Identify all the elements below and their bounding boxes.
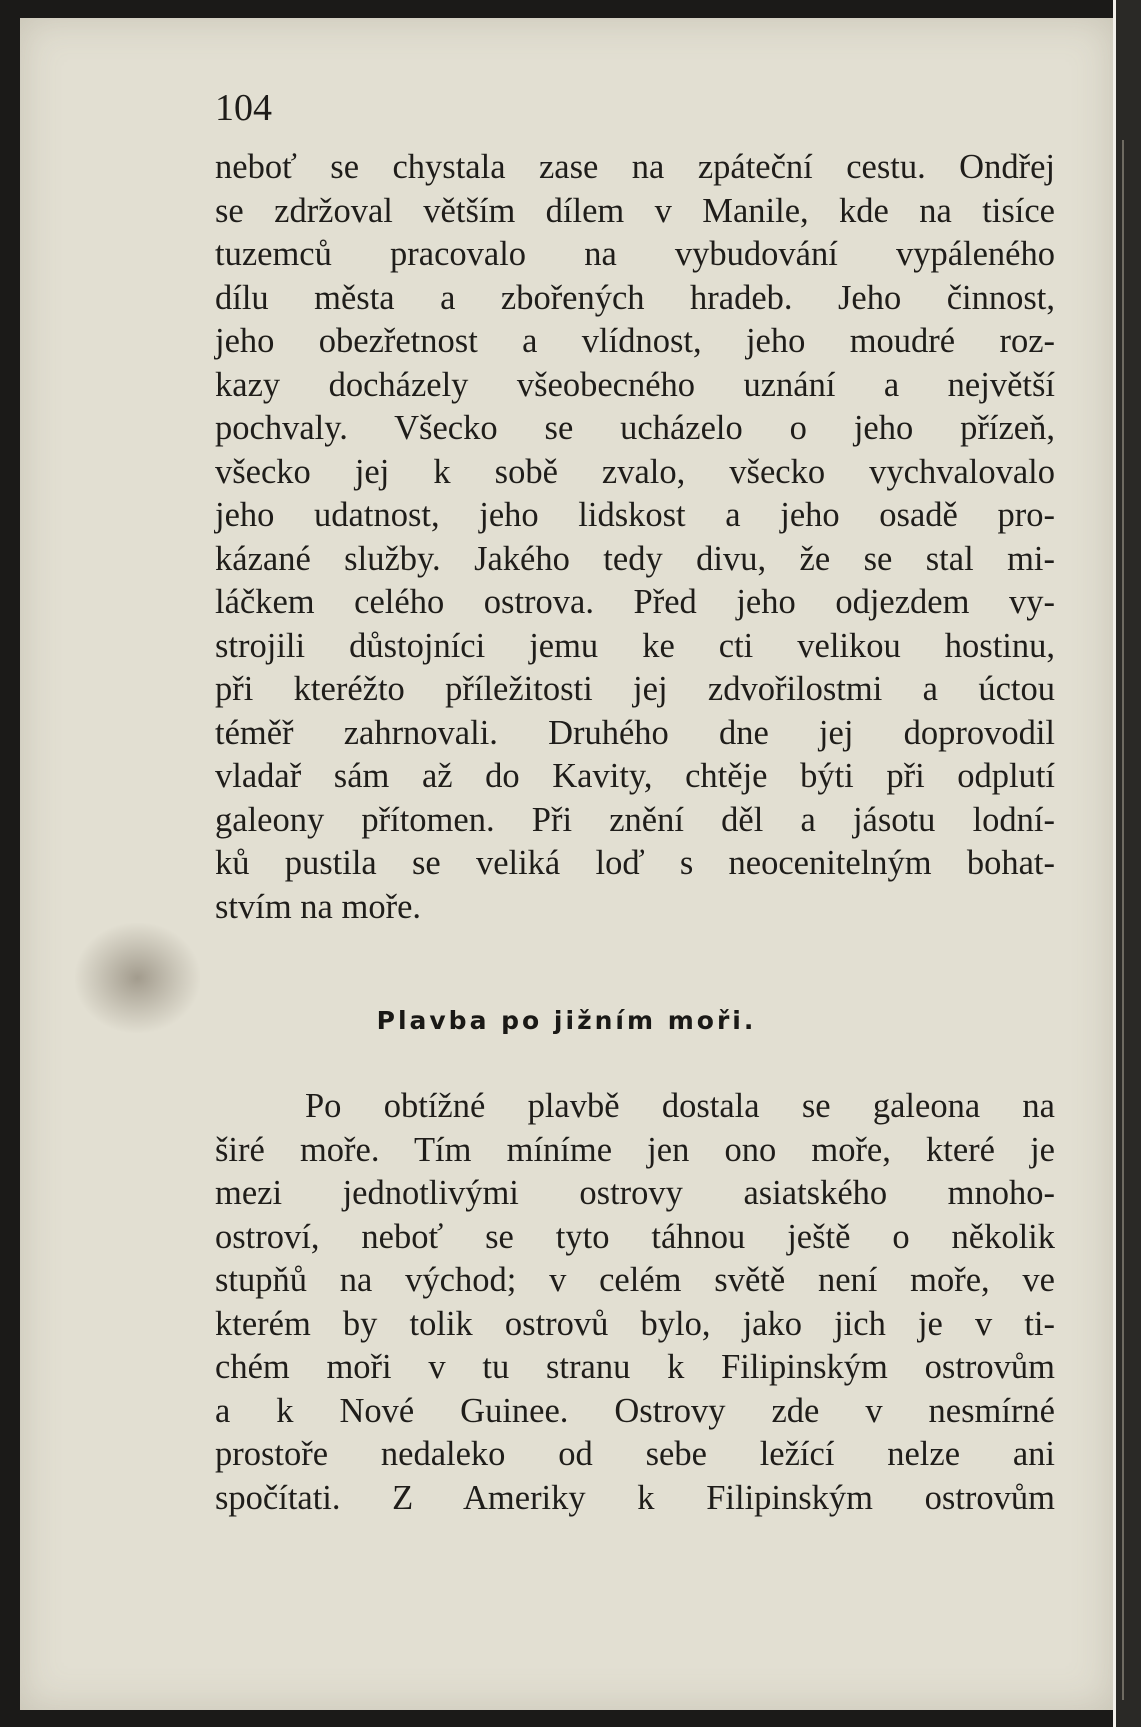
text-line: tuzemců pracovalo na vybudování vypáleného — [215, 235, 1055, 273]
text-line: stvím na moře. — [215, 887, 422, 926]
page-edge — [1113, 0, 1141, 1727]
text-line: jeho udatnost, jeho lidskost a jeho osadě pro- — [215, 496, 1055, 534]
text-line: všecko jej k sobě zvalo, všecko vychvalovalo — [215, 452, 1055, 491]
paragraph-1 — [215, 146, 1055, 929]
text-line: téměř zahrnovali. Druhého dne jej doprovodil — [215, 713, 1055, 752]
text-line: kázané služby. Jakého tedy divu, že se stal mi- — [215, 539, 1055, 578]
text-line: neboť se chystala zase na zpáteční cestu. Ondřej — [215, 148, 1055, 186]
page-number: 104 — [215, 87, 272, 129]
text-line: ků pustila se veliká loď s neocenitelným bohat- — [215, 844, 1055, 882]
text-line: kterém by tolik ostrovů bylo, jako jich je v ti- — [215, 1304, 1055, 1343]
book-page — [20, 18, 1113, 1710]
text-line: pochvaly. Všecko se ucházelo o jeho přízeň, — [215, 409, 1055, 447]
text-line: prostoře nedaleko od sebe ležící nelze ani — [215, 1435, 1055, 1473]
text-line: ostroví, neboť se tyto táhnou ještě o několik — [215, 1217, 1055, 1256]
text-line: dílu města a zbořených hradeb. Jeho činnost, — [215, 278, 1055, 317]
text-line: kazy docházely všeobecného uznání a největší — [215, 365, 1055, 404]
text-line: chém moři v tu stranu k Filipinským ostrovům — [215, 1348, 1055, 1386]
text-line: a k Nové Guinee. Ostrovy zde v nesmírné — [215, 1391, 1055, 1430]
text-line: širé moře. Tím míníme jen ono moře, které je — [215, 1130, 1055, 1169]
text-line: strojili důstojníci jemu ke cti velikou hostinu, — [215, 626, 1055, 665]
text-line: galeony přítomen. Při znění děl a jásotu lodní- — [215, 800, 1055, 839]
text-line: mezi jednotlivými ostrovy asiatského mnoho- — [215, 1174, 1055, 1212]
text-line: se zdržoval větším dílem v Manile, kde na tisíce — [215, 191, 1055, 230]
page-edge-line — [1122, 140, 1124, 1700]
section-heading: Plavba po jižním moři. — [376, 1006, 757, 1035]
text-line: při kteréžto příležitosti jej zdvořilostmi a úctou — [215, 670, 1055, 708]
text-line: láčkem celého ostrova. Před jeho odjezdem vy- — [215, 583, 1055, 621]
text-line: spočítati. Z Ameriky k Filipinským ostrovům — [215, 1478, 1055, 1517]
text-line: vladař sám až do Kavity, chtěje býti při odplutí — [215, 757, 1055, 795]
text-line: Po obtížné plavbě dostala se galeona na — [305, 1087, 1055, 1125]
paragraph-2 — [215, 1085, 1055, 1520]
text-line: jeho obezřetnost a vlídnost, jeho moudré roz- — [215, 322, 1055, 360]
text-line: stupňů na východ; v celém světě není moře, ve — [215, 1261, 1055, 1299]
